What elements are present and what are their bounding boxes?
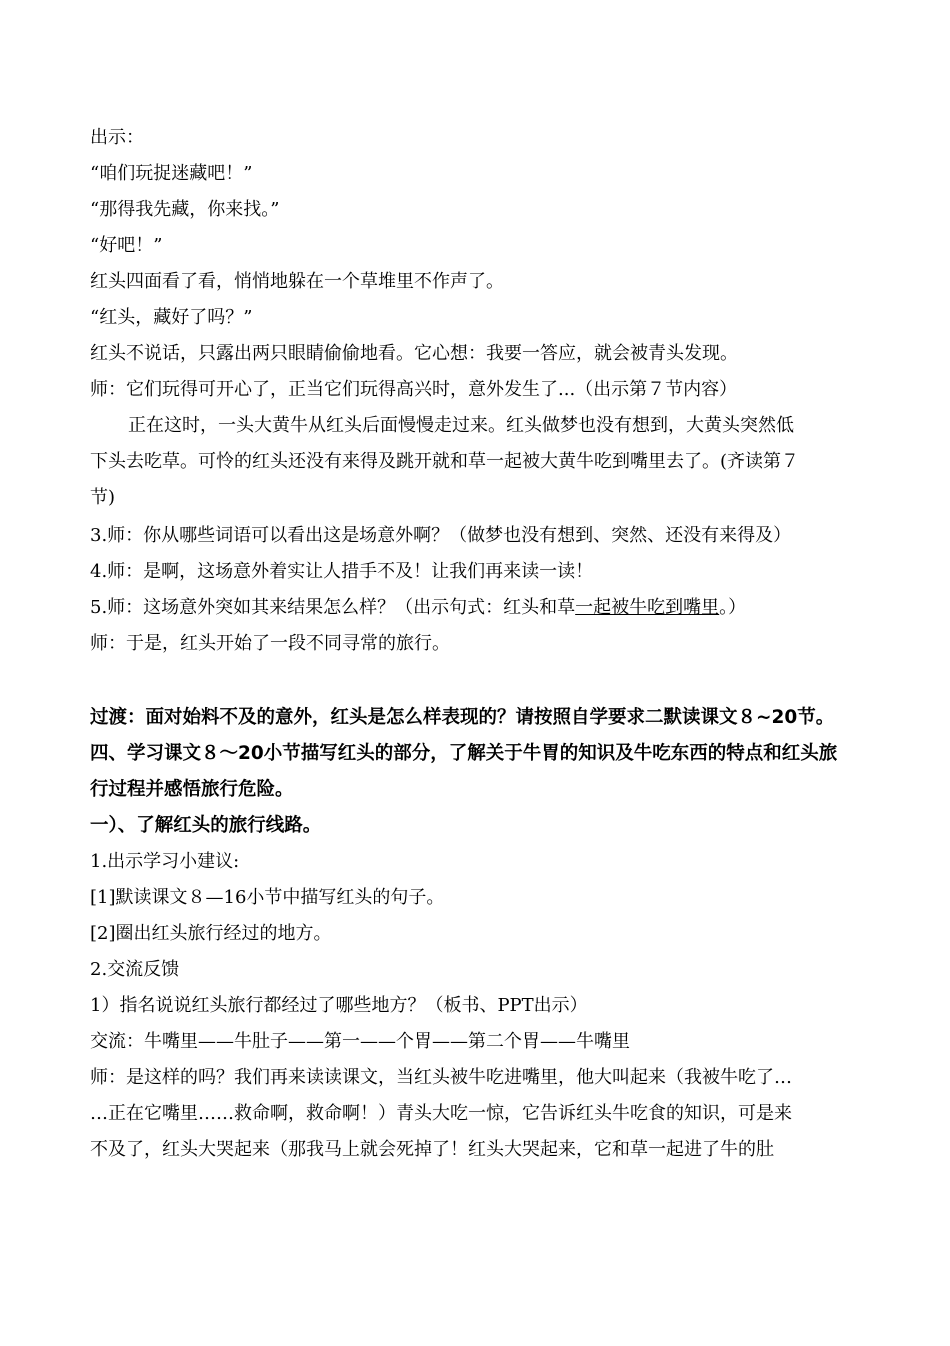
text-line: 出示： [90, 127, 144, 148]
text-segment: 5.师：这场意外突如其来结果怎么样？（出示句式：红头和草 [90, 597, 576, 618]
subsection-heading: 一）、了解红头的旅行线路。 [90, 815, 322, 836]
text-line: 节) [90, 487, 116, 508]
text-line: “咱们玩捉迷藏吧！” [90, 163, 253, 184]
text-line: [2]圈出红头旅行经过的地方。 [90, 923, 332, 944]
text-line: 4.师：是啊，这场意外着实让人措手不及！让我们再来读一读！ [90, 561, 594, 582]
text-line: 师：它们玩得可开心了，正当它们玩得高兴时，意外发生了...（出示第７节内容） [90, 379, 738, 400]
text-line: 红头四面看了看，悄悄地躲在一个草堆里不作声了。 [90, 271, 504, 292]
underlined-phrase: 一起被牛吃到嘴里 [575, 597, 720, 618]
text-line: 下头去吃草。可怜的红头还没有来得及跳开就和草一起被大黄牛吃到嘴里去了。(齐读第７ [90, 451, 800, 472]
section-heading: 行过程并感悟旅行危险。 [90, 779, 294, 800]
text-line [90, 596, 870, 620]
text-line: “好吧！” [90, 235, 163, 256]
text-line: 2.交流反馈 [90, 959, 180, 980]
text-line: 师：是这样的吗？我们再来读读课文，当红头被牛吃进嘴里，他大叫起来（我被牛吃了… [90, 1067, 792, 1088]
section-heading: 四、学习课文８～20小节描写红头的部分，了解关于牛胃的知识及牛吃东西的特点和红头旅 [90, 743, 838, 764]
text-line: [1]默读课文８—16小节中描写红头的句子。 [90, 887, 445, 908]
text-line: “那得我先藏，你来找。” [90, 199, 280, 220]
text-line: 红头不说话，只露出两只眼睛偷偷地看。它心想：我要一答应，就会被青头发现。 [90, 343, 738, 364]
text-line: 不及了，红头大哭起来（那我马上就会死掉了！红头大哭起来，它和草一起进了牛的肚 [90, 1139, 774, 1160]
transition-heading: 过渡：面对始料不及的意外，红头是怎么样表现的？请按照自学要求二默读课文８~20节。 [90, 707, 835, 728]
text-line: 3.师：你从哪些词语可以看出这是场意外啊？（做梦也没有想到、突然、还没有来得及） [90, 525, 792, 546]
text-line: 1）指名说说红头旅行都经过了哪些地方？（板书、PPT出示） [90, 995, 588, 1016]
text-line: 正在这时，一头大黄牛从红头后面慢慢走过来。红头做梦也没有想到，大黄头突然低 [128, 415, 794, 436]
text-line: 交流：牛嘴里——牛肚子——第一——个胃——第二个胃——牛嘴里 [90, 1031, 630, 1052]
text-segment: 。） [719, 597, 747, 618]
text-line: 1.出示学习小建议: [90, 851, 240, 872]
text-line: …正在它嘴里……救命啊，救命啊！）青头大吃一惊，它告诉红头牛吃食的知识，可是来 [90, 1103, 792, 1124]
text-line: 师：于是，红头开始了一段不同寻常的旅行。 [90, 633, 450, 654]
text-line: “红头，藏好了吗？” [90, 307, 253, 328]
